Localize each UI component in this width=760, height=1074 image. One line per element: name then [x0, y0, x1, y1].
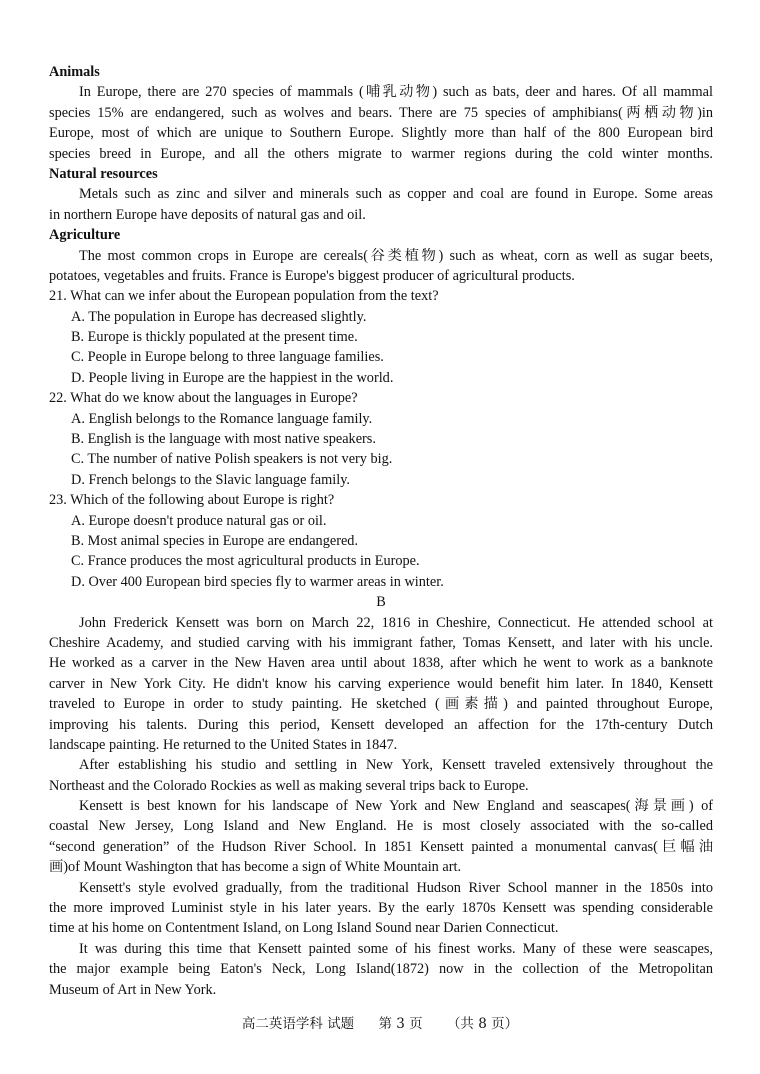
- text-line: species 15% are endangered, such as wolves and bears. There are 75 species of amphibians(两栖动物)in: [49, 104, 713, 121]
- heading-animals: Animals: [49, 64, 100, 80]
- paragraph-agriculture: [49, 246, 713, 287]
- option-c: C. France produces the most agricultural products in Europe.: [71, 553, 420, 570]
- question-22: [49, 388, 713, 490]
- paragraph-b2: [49, 755, 713, 796]
- text-line: coastal New Jersey, Long Island and New England. He is most closely associated with the so-called: [49, 818, 713, 835]
- option-b: B. English is the language with most native speakers.: [71, 431, 376, 448]
- text-line: potatoes, vegetables and fruits. France is Europe's biggest producer of agricultural products.: [49, 267, 575, 284]
- option-b: B. Most animal species in Europe are endangered.: [71, 532, 359, 549]
- question-23: [49, 490, 713, 592]
- paragraph-natural-resources: [49, 184, 713, 225]
- text-line: The most common crops in Europe are cereals(谷类植物) such as wheat, corn as well as sugar beets,: [79, 247, 713, 264]
- page-content: [49, 62, 713, 1000]
- text-line: improving his talents. During this period, Kensett developed an affection for the 17th-century Dutch: [49, 716, 713, 733]
- page-footer: [0, 1014, 760, 1034]
- paragraph-b1: [49, 613, 713, 756]
- question-stem: 21. What can we infer about the European population from the text?: [49, 288, 439, 305]
- text-line: landscape painting. He returned to the United States in 1847.: [49, 736, 398, 753]
- text-line: Metals such as zinc and silver and minerals such as copper and coal are found in Europe. Some areas: [79, 186, 713, 203]
- option-b: B. Europe is thickly populated at the present time.: [71, 329, 358, 346]
- option-a: A. Europe doesn't produce natural gas or oil.: [71, 512, 327, 529]
- text-line: John Frederick Kensett was born on March 22, 1816 in Cheshire, Connecticut. He attended school at: [79, 614, 713, 631]
- option-a: A. The population in Europe has decreased slightly.: [71, 308, 367, 325]
- question-21: [49, 286, 713, 388]
- text-line: in northern Europe have deposits of natural gas and oil.: [49, 206, 366, 223]
- question-stem: 23. Which of the following about Europe is right?: [49, 492, 335, 509]
- text-line: the more improved Luminist style in his later years. By the early 1870s Kensett was spending considerable: [49, 900, 713, 917]
- paragraph-b4: [49, 878, 713, 939]
- text-line: the major example being Eaton's Neck, Long Island(1872) now in the collection of the Metropolitan: [49, 961, 713, 978]
- text-line: Europe, most of which are unique to Southern Europe. Slightly more than half of the 800 European bird: [49, 125, 713, 142]
- option-a: A. English belongs to the Romance language family.: [71, 410, 373, 427]
- text-line: It was during this time that Kensett painted some of his finest works. Many of these were seascapes,: [79, 940, 713, 957]
- text-line: 画)of Mount Washington that has become a sign of White Mountain art.: [49, 859, 462, 876]
- text-line: “second generation” of the Hudson River School. In 1851 Kensett painted a monumental canvas(巨幅油: [49, 838, 713, 855]
- text-line: species breed in Europe, and all the others migrate to warmer regions during the cold winter months.: [49, 145, 713, 162]
- heading-agriculture: Agriculture: [49, 227, 121, 244]
- text-line: Cheshire Academy, and studied carving with his immigrant father, Tomas Kensett, and later with his uncle.: [49, 634, 713, 651]
- option-d: D. Over 400 European bird species fly to warmer areas in winter.: [71, 573, 444, 590]
- paragraph-animals: [49, 82, 713, 164]
- option-c: C. People in Europe belong to three language families.: [71, 349, 384, 366]
- heading-natural-resources: Natural resources: [49, 165, 158, 182]
- text-line: After establishing his studio and settling in New York, Kensett traveled extensively throughout the: [79, 757, 713, 774]
- footer-page-number: 第 3 页: [378, 1016, 423, 1032]
- option-d: D. French belongs to the Slavic language family.: [71, 471, 350, 488]
- text-line: Kensett is best known for his landscape of New York and New England and seascapes(海景画) of: [79, 798, 713, 815]
- footer-subject: 高二英语学科 试题: [241, 1016, 355, 1032]
- footer-total-pages: （共 8 页）: [446, 1016, 519, 1032]
- paragraph-b5: [49, 939, 713, 1000]
- text-line: He worked as a carver in the New Haven area until about 1838, after which he went to work as a banknote: [49, 655, 713, 672]
- paragraph-b3: [49, 796, 713, 878]
- text-line: carver in New York City. He didn't know his carving experience would benefit him later. In 1840, Kensett: [49, 675, 713, 692]
- option-d: D. People living in Europe are the happiest in the world.: [71, 369, 394, 386]
- text-line: Museum of Art in New York.: [49, 981, 217, 998]
- text-line: traveled to Europe in order to study painting. He sketched (画素描) and painted throughout Europe,: [49, 696, 713, 713]
- option-c: C. The number of native Polish speakers is not very big.: [71, 451, 393, 468]
- section-b-label: B: [376, 594, 386, 611]
- text-line: In Europe, there are 270 species of mammals (哺乳动物) such as bats, deer and hares. Of all mammal: [79, 84, 713, 101]
- text-line: Kensett's style evolved gradually, from the traditional Hudson River School manner in the 1850s into: [79, 879, 713, 896]
- text-line: time at his home on Contentment Island, on Long Island Sound near Darien Connecticut.: [49, 920, 559, 937]
- text-line: Northeast and the Colorado Rockies as well as making several trips back to Europe.: [49, 777, 529, 794]
- question-stem: 22. What do we know about the languages in Europe?: [49, 390, 358, 407]
